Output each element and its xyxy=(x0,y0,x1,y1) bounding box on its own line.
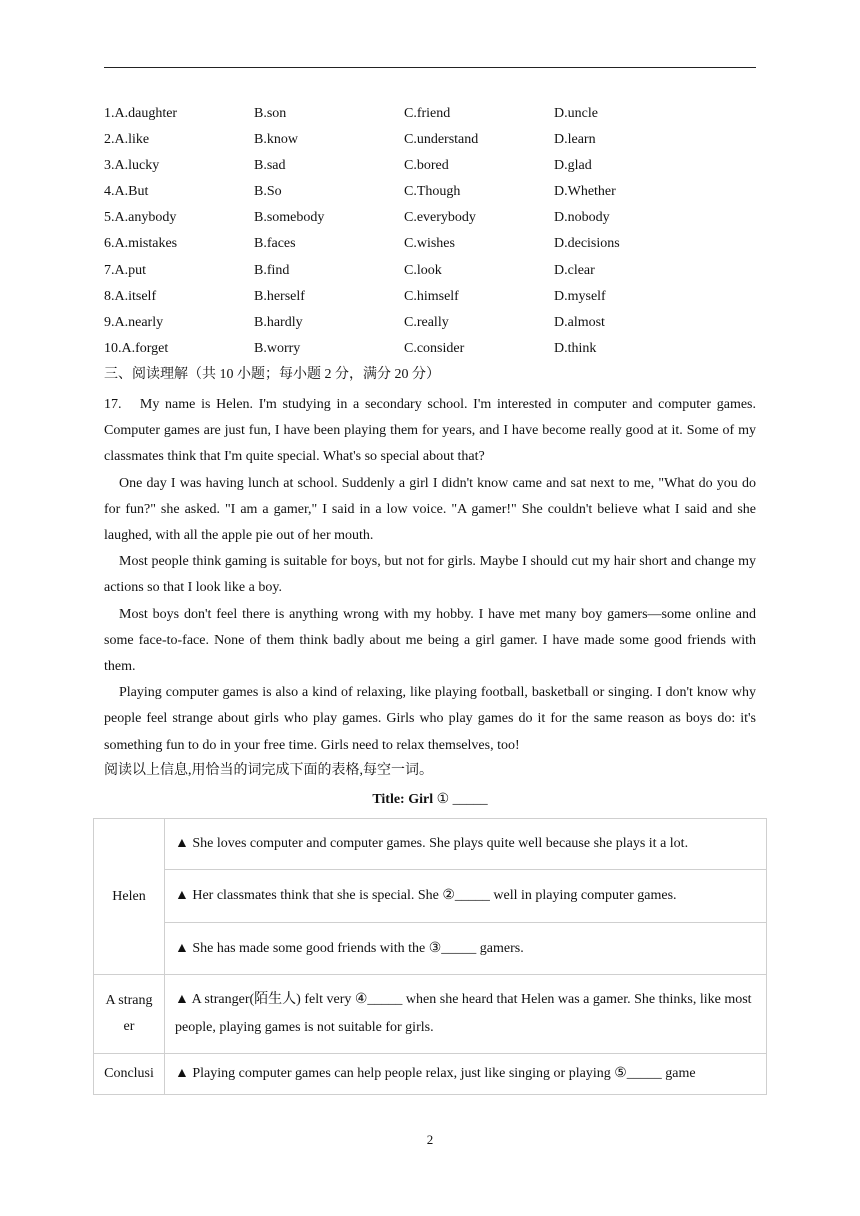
table-title-blank: ① _____ xyxy=(436,792,488,807)
option-choice: 5.A.anybody xyxy=(104,210,177,226)
conclusion-text: ▲ Playing computer games can help people relax, just like singing or playing ⑤_____ game xyxy=(165,1054,767,1095)
option-choice: D.glad xyxy=(554,158,592,174)
option-choice: 3.A.lucky xyxy=(104,158,160,174)
option-row xyxy=(104,179,756,205)
option-choice: C.wishes xyxy=(404,236,455,252)
option-choice: B.So xyxy=(254,184,282,200)
helen-label: Helen xyxy=(94,819,165,975)
passage-paragraph: Most boys don't feel there is anything wrong with my hobby. I have met many boy gamers—some online and some face-to-face. None of them think badly about me being a girl gamer. I have made some good friends with them. xyxy=(104,606,756,675)
option-row xyxy=(104,205,756,231)
option-choice: D.think xyxy=(554,340,597,356)
page-number: 2 xyxy=(426,1132,434,1147)
option-choice: B.hardly xyxy=(254,314,303,330)
option-choice: 10.A.forget xyxy=(104,340,169,356)
option-choice: C.friend xyxy=(404,106,451,121)
option-choice: C.look xyxy=(404,262,442,278)
table-title xyxy=(0,789,860,811)
passage-paragraph: 17. My name is Helen. I'm studying in a secondary school. I'm interested in computer and computer games. Computer games are just fun, I have been playing them for years, and I have become really good at it. Some of my classmates think that I'm quite special. What's so special about that? xyxy=(104,397,756,465)
stranger-label: A strang er xyxy=(94,975,165,1054)
option-choice: B.faces xyxy=(254,236,296,252)
option-choice: D.decisions xyxy=(554,236,620,252)
helen-row-3: ▲ She has made some good friends with the ③_____ gamers. xyxy=(165,923,767,975)
option-choice: D.almost xyxy=(554,314,605,330)
option-choice: B.know xyxy=(254,132,298,148)
option-choice: 6.A.mistakes xyxy=(104,236,178,252)
option-choice: D.learn xyxy=(554,132,596,148)
header-rule xyxy=(104,67,756,68)
passage-paragraph: One day I was having lunch at school. Suddenly a girl I didn't know came and sat next to me, "What do you do for fun?" she asked. "I am a gamer," I said in a low voice. "A gamer!" She couldn't believe what I said and she laughed, with all the apple pie out of her mouth. xyxy=(104,475,756,544)
option-row xyxy=(104,284,756,310)
option-row xyxy=(104,336,756,362)
option-choice: C.really xyxy=(404,314,449,330)
option-choice: D.clear xyxy=(554,262,595,278)
option-choice: 7.A.put xyxy=(104,262,146,278)
passage-paragraph: Most people think gaming is suitable for boys, but not for girls. Maybe I should cut my hair short and change my actions so that I look like a boy. xyxy=(104,554,756,596)
helen-row-1: ▲ She loves computer and computer games. She plays quite well because she plays it a lot. xyxy=(165,819,767,870)
option-choice: C.consider xyxy=(404,340,465,356)
reading-passage xyxy=(104,392,756,759)
option-choice: 4.A.But xyxy=(104,184,149,200)
options-list xyxy=(104,101,756,362)
option-row xyxy=(104,231,756,257)
option-choice: B.sad xyxy=(254,158,286,174)
option-choice: B.find xyxy=(254,262,290,278)
option-choice: 8.A.itself xyxy=(104,288,157,304)
option-choice: C.bored xyxy=(404,158,449,174)
option-row xyxy=(104,258,756,284)
option-choice: D.uncle xyxy=(554,106,598,121)
option-row xyxy=(104,153,756,179)
helen-row-2: ▲ Her classmates think that she is special. She ②_____ well in playing computer games. xyxy=(165,870,767,923)
option-choice: B.herself xyxy=(254,288,305,304)
passage-paragraph: Playing computer games is also a kind of relaxing, like playing football, basketball or singing. I don't know why people feel strange about girls who play games. Girls who play games do it for the same reason as boys do: it's something fun to do in your free time. Girls need to relax themselves, too! xyxy=(104,685,756,753)
section-heading: 三、阅读理解（共 10 小题；每小题 2 分，满分 20 分） xyxy=(104,367,440,382)
option-choice: 2.A.like xyxy=(104,132,150,148)
option-choice: B.somebody xyxy=(254,210,325,226)
option-choice: 9.A.nearly xyxy=(104,314,164,330)
table-title-text: Title: Girl xyxy=(372,792,434,807)
conclusion-label: Conclusi xyxy=(94,1054,165,1095)
option-choice: C.understand xyxy=(404,132,479,148)
option-choice: C.Though xyxy=(404,184,461,200)
option-choice: 1.A.daughter xyxy=(104,106,178,121)
summary-table xyxy=(93,818,767,1095)
option-choice: C.himself xyxy=(404,288,459,304)
option-row xyxy=(104,127,756,153)
option-row xyxy=(104,101,756,127)
option-choice: B.son xyxy=(254,106,287,121)
table-instruction: 阅读以上信息,用恰当的词完成下面的表格,每空一词。 xyxy=(104,763,433,778)
option-row xyxy=(104,310,756,336)
option-choice: D.Whether xyxy=(554,184,616,200)
option-choice: C.everybody xyxy=(404,210,476,226)
stranger-text: ▲ A stranger(陌生人) felt very ④_____ when she heard that Helen was a gamer. She thinks, like most people, playing games is not suitable for girls. xyxy=(165,975,767,1054)
option-choice: D.nobody xyxy=(554,210,610,226)
option-choice: B.worry xyxy=(254,340,301,356)
option-choice: D.myself xyxy=(554,288,606,304)
